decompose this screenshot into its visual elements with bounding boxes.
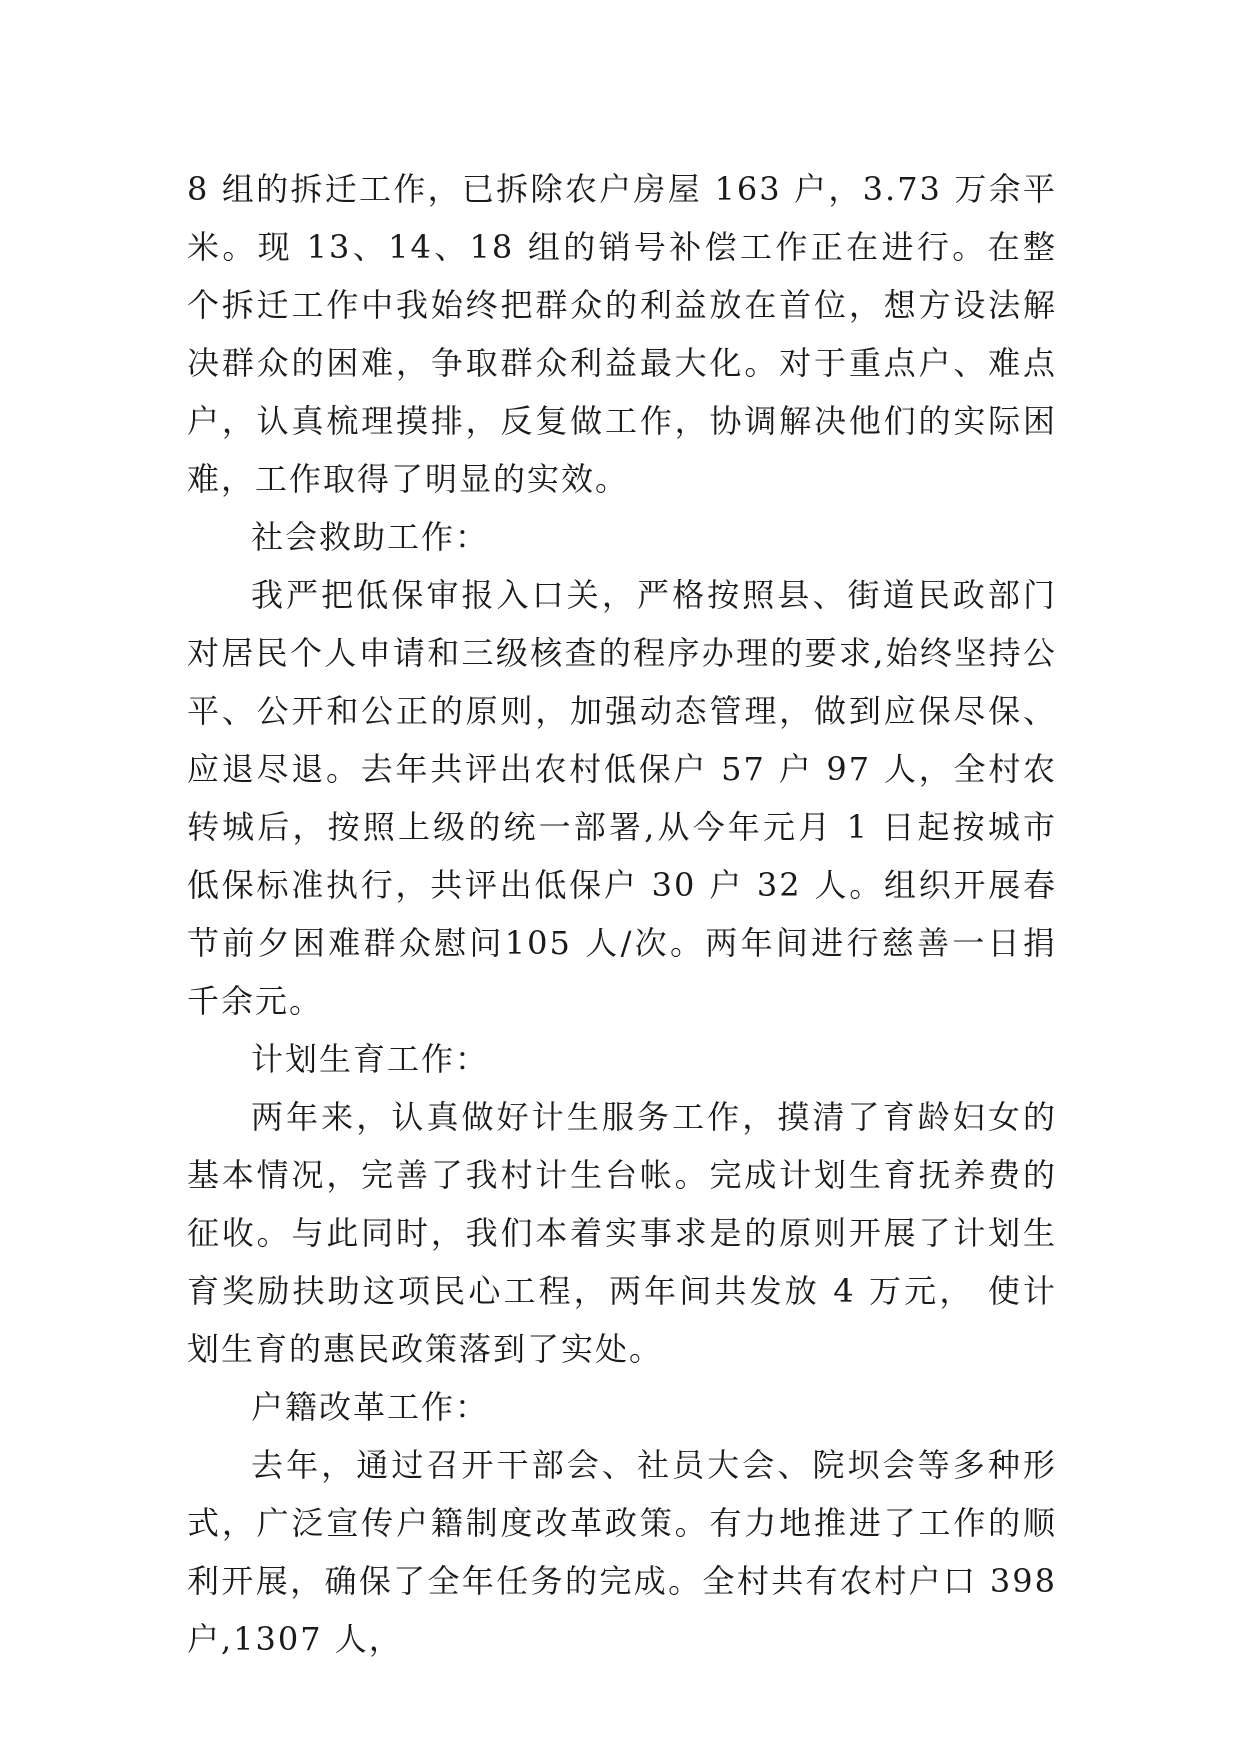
heading-household-reform: 户籍改革工作： — [251, 1388, 490, 1426]
heading-family-planning: 计划生育工作： — [251, 1040, 490, 1078]
paragraph-household-reform: 去年，通过召开干部会、社员大会、院坝会等多种形式，广泛宣传户籍制度改革政策。有力地推进了工作的顺利开展，确保了全年任务的完成。全村共有农村户口 398 户,1307 人， — [187, 1446, 1057, 1658]
document-body — [187, 160, 1057, 1668]
heading-social-assistance: 社会救助工作： — [251, 518, 490, 556]
paragraph-family-planning: 两年来，认真做好计生服务工作，摸清了育龄妇女的基本情况，完善了我村计生台帐。完成计划生育抚养费的征收。与此同时，我们本着实事求是的原则开展了计划生育奖励扶助这项民心工程，两年间共发放 4 万元， 使计划生育的惠民政策落到了实处。 — [187, 1098, 1057, 1368]
paragraph-social-assistance: 我严把低保审报入口关，严格按照县、街道民政部门对居民个人申请和三级核查的程序办理的要求,始终坚持公平、公开和公正的原则，加强动态管理，做到应保尽保、应退尽退。去年共评出农村低保户 57 户 97 人，全村农转城后，按照上级的统一部署,从今年元月 1 日起按城市低保标准执行，共评出低保户 30 户 32 人。组织开展春节前夕困难群众慰问105 人/次。两年间进行慈善一日捐千余元。 — [187, 576, 1057, 1020]
paragraph-demolition-continued: 8 组的拆迁工作，已拆除农户房屋 163 户，3.73 万余平米。现 13、14、18 组的销号补偿工作正在进行。在整个拆迁工作中我始终把群众的利益放在首位，想方设法解决群众的困难，争取群众利益最大化。对于重点户、难点户，认真梳理摸排，反复做工作，协调解决他们的实际困难，工作取得了明显的实效。 — [187, 170, 1057, 498]
